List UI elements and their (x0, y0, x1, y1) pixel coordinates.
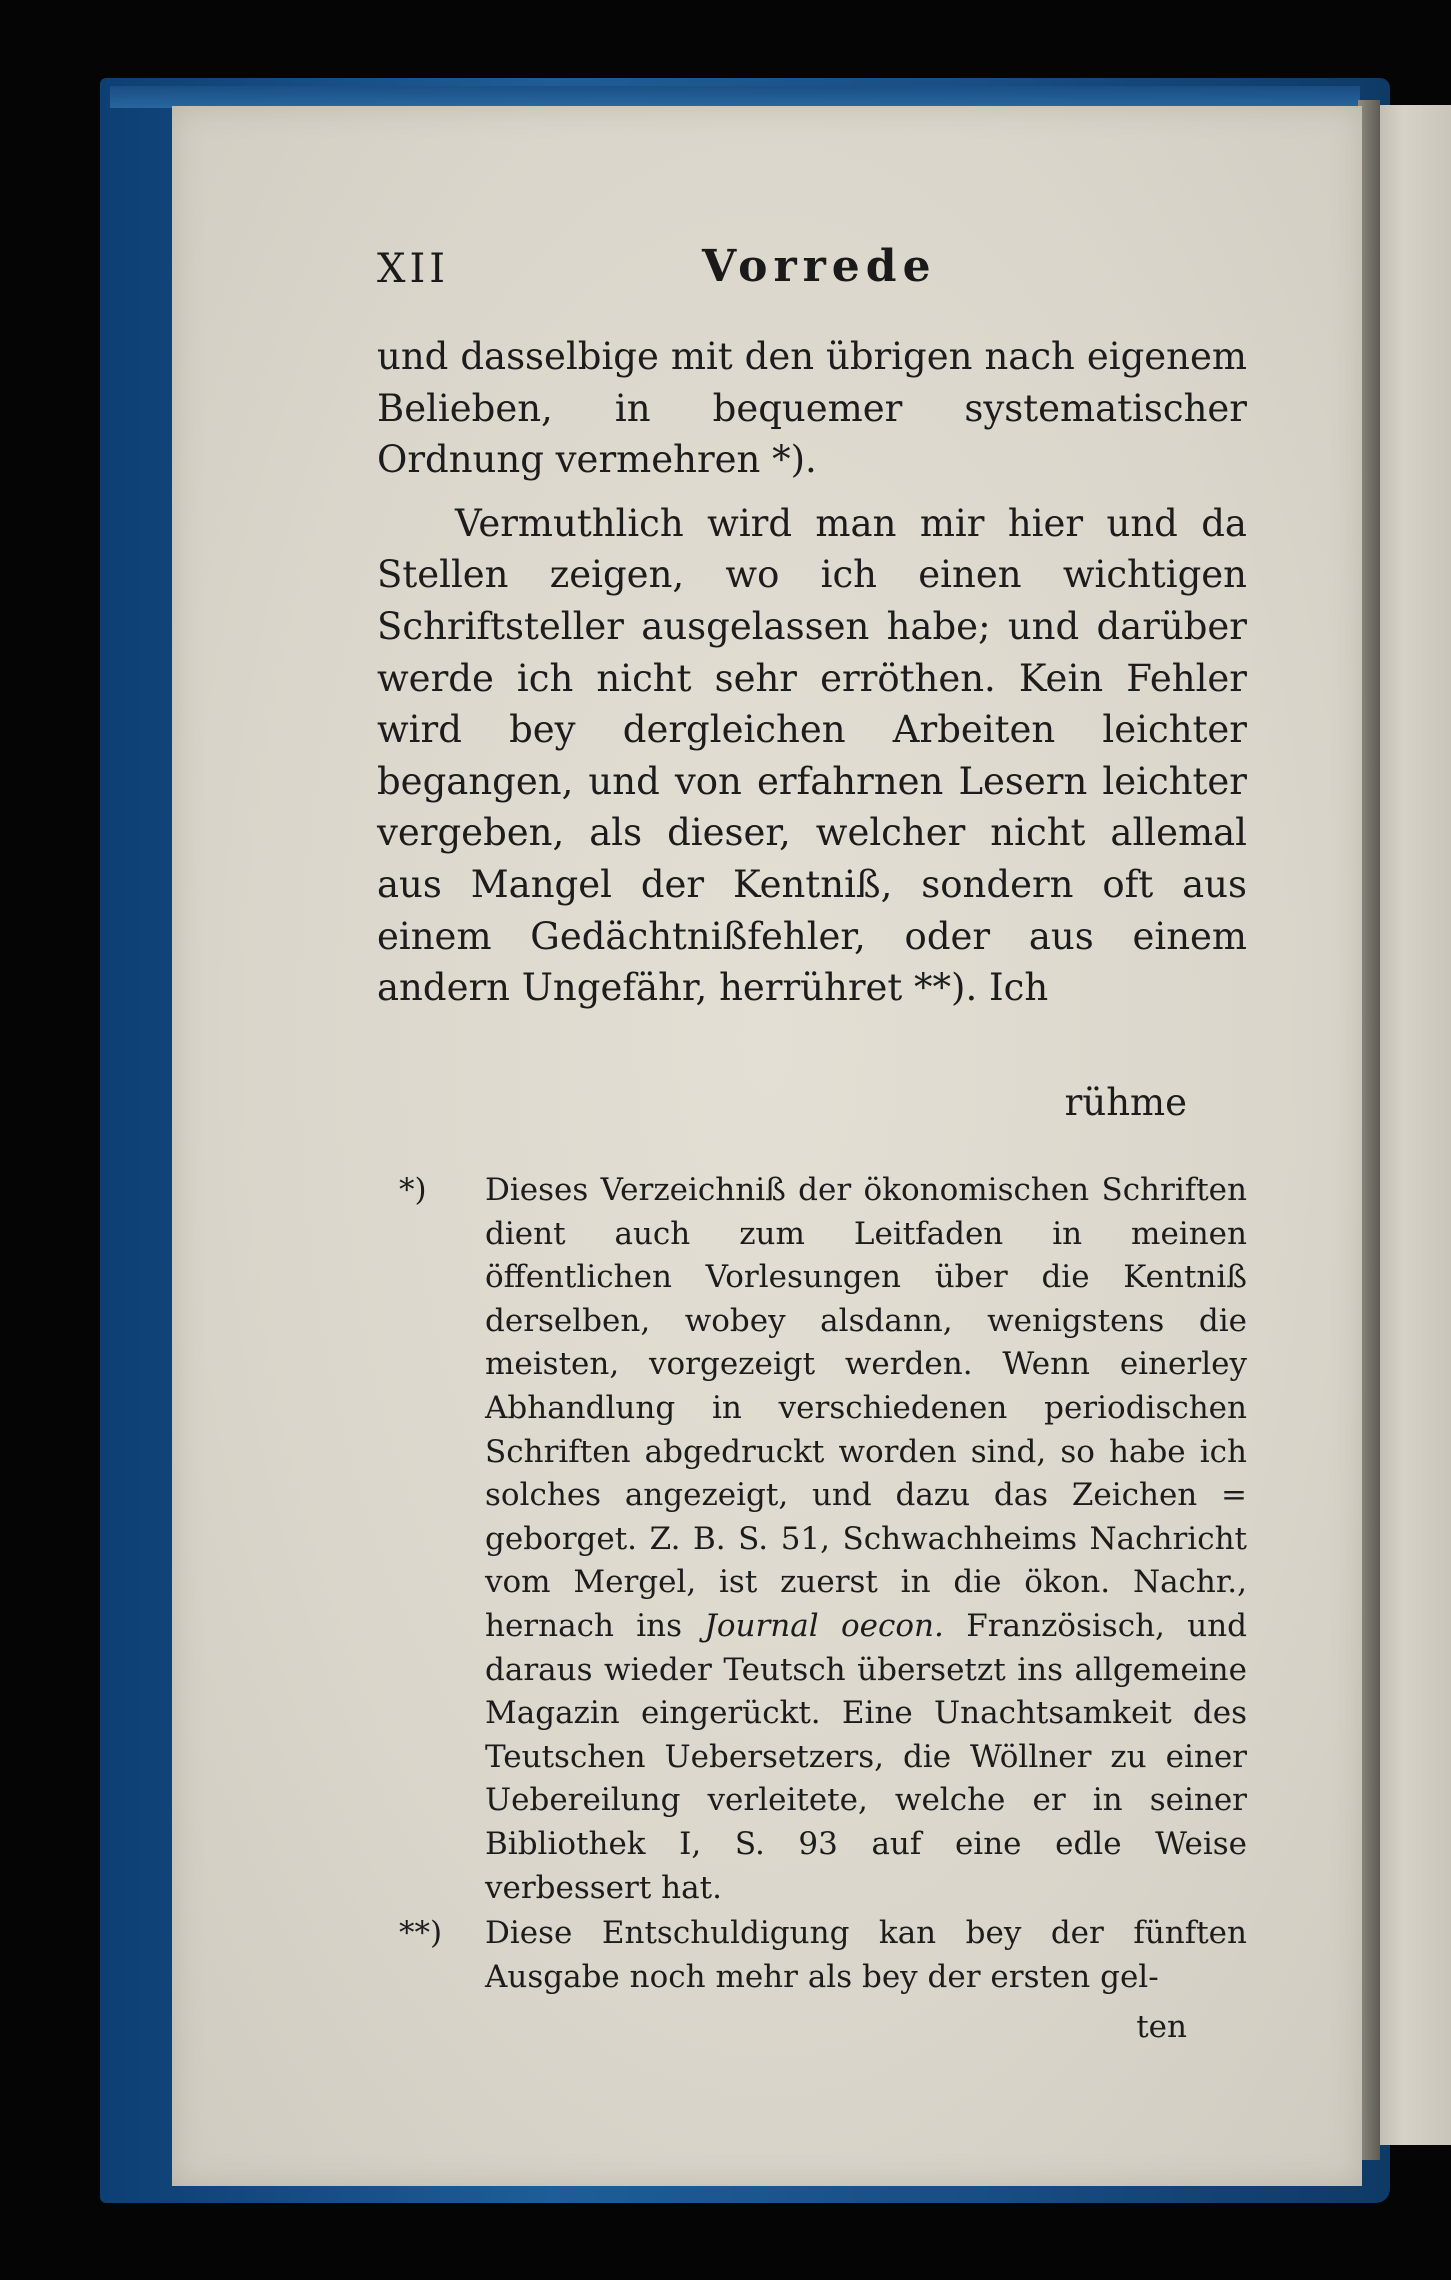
book-cover-top-edge (110, 86, 1360, 108)
running-head: Vorrede (702, 241, 937, 292)
paragraph-continued: und dasselbige mit den übrigen nach eigenem Belieben, in bequemer systematischer Ordnung vermehren *). (377, 335, 1247, 482)
main-text (377, 331, 1247, 1014)
paragraph: Vermuthlich wird man mir hier und da Stellen zeigen, wo ich einen wichtigen Schriftsteller ausgelassen habe; und darüber werde ich nicht sehr erröthen. Kein Fehler wird bey dergleichen Arbeiten leichter begangen, und von erfahrnen Lesern leichter vergeben, als dieser, welcher nicht allemal aus Mangel der Kentniß, sondern oft aus einem Gedächtnißfehler, oder aus einem andern Ungefähr, herrühret **). Ich (377, 501, 1247, 1010)
footnote-mark: **) (399, 1915, 443, 1952)
footnote-catchword: ten (1136, 2009, 1187, 2045)
footnote-italic-title: Journal oecon. (704, 1607, 944, 1644)
footnote-mark: *) (399, 1172, 427, 1208)
footnote-text: Dieses Verzeichniß der ökonomischen Schriften dient auch zum Leitfaden in meinen öffentlichen Vorlesungen über die Kentniß derselben, wobey alsdann, wenigstens die meisten, vorgezeigt werden. Wenn einerley Abhandlung in verschiedenen periodischen Schriften abgedruckt worden sind, so habe ich solches angezeigt, und dazu das Zeichen = geborget. Z. B. S. 51, Schwachheims Nachricht vom Mergel, ist zuerst in die ökon. Nachr., hernach ins (485, 1172, 1247, 1644)
footnotes (377, 1169, 1247, 1999)
footnote (377, 1912, 1247, 1999)
book-page (172, 106, 1362, 2186)
facing-page-edge (1372, 105, 1451, 2145)
footnote-text: Diese Entschuldigung kan bey der fünften Ausgabe noch mehr als bey der ersten gel- (485, 1915, 1247, 1995)
footnote-text-continued: Französisch, und daraus wieder Teutsch übersetzt ins allgemeine Magazin eingerückt. Eine Unachtsamkeit des Teutschen Uebersetzers, die Wöllner zu einer Uebereilung verleitete, welche er in seiner Bibliothek I, S. 93 auf eine edle Weise verbessert hat. (485, 1607, 1248, 1906)
catchword: rühme (1064, 1081, 1187, 1124)
footnote (377, 1169, 1247, 1910)
page-number: XII (377, 246, 450, 292)
